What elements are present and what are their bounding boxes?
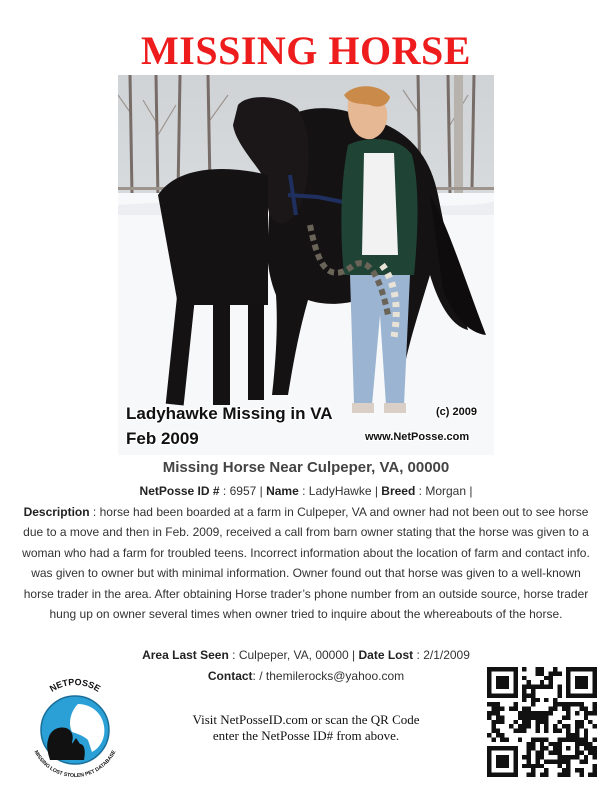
name-label: Name [266,484,299,498]
identity-line: NetPosse ID # : 6957 | Name : LadyHawke | Breed : Morgan | [139,484,473,498]
name-value: LadyHawke [308,484,372,498]
visit-line-1: Visit NetPosseID.com or scan the QR Code [192,712,420,727]
visit-instructions [170,712,442,744]
contact-value[interactable]: / themilerocks@yahoo.com [259,669,405,683]
contact-line: Contact: / themilerocks@yahoo.com [207,669,405,683]
horse-photo-illustration [118,75,494,455]
area-label: Area Last Seen [142,648,229,662]
breed-value: Morgan [425,484,467,498]
qr-code[interactable] [487,667,597,777]
area-line: Area Last Seen : Culpeper, VA, 00000 | Date Lost : 2/1/2009 [142,648,470,662]
photo-website: www.NetPosse.com [365,431,470,443]
id-label: NetPosse ID # [139,484,220,498]
visit-line-2: enter the NetPosse ID# from above. [212,728,400,743]
logo-top-text: NETPOSSE [47,676,103,694]
photo-copyright: (c) 2009 [436,406,477,418]
description-label: Description [23,505,90,519]
id-value: 6957 [229,484,257,498]
description: Description : horse had been boarded at a farm in Culpeper, VA and owner had not been out to see horse due to a move and then in Feb. 2009, received a call from barn owner stating that the horse was given to a woman who had a farm for troubled teens. Incorrect information about the location of farm and contact info. was given to owner but with minimal information. Owner found out that horse was given to a well-known horse trader in the area. After obtaining Horse trader’s phone number from an outside source, horse trader hung up on owner several times when owner tried to inquire about the whereabouts of the horse. [22,505,590,622]
breed-label: Breed [381,484,416,498]
netposse-logo [20,670,130,782]
horse-photo [118,75,494,455]
area-value: Culpeper, VA, 00000 [238,648,349,662]
date-label: Date Lost [358,648,414,662]
qr-code-pattern [487,667,597,777]
contact-label: Contact [207,669,253,683]
date-value: 2/1/2009 [423,648,470,662]
photo-caption-title: Ladyhawke Missing in VA [126,404,333,423]
netposse-logo-graphic [20,670,130,782]
logo-bottom-text: MISSING LOST STOLEN PET DATABASE [32,749,118,780]
description-text: horse had been boarded at a farm in Culpeper, VA and owner had not been out to see horse due to a move and then in Feb. 2009, received a call from barn owner stating that the horse was given to a woman who had a farm for troubled teens. Incorrect information about the location of farm and contact info. was given to owner but with minimal information. Owner found out that horse was given to a well-known horse trader in the area. After obtaining Horse trader’s phone number from an outside source, horse trader hung up on owner several times when owner tried to inquire about the whereabouts of the horse. [22,505,590,622]
poster-title: MISSING HORSE [141,28,471,73]
photo-caption-date: Feb 2009 [126,429,199,448]
location-headline: Missing Horse Near Culpeper, VA, 00000 [162,459,450,476]
